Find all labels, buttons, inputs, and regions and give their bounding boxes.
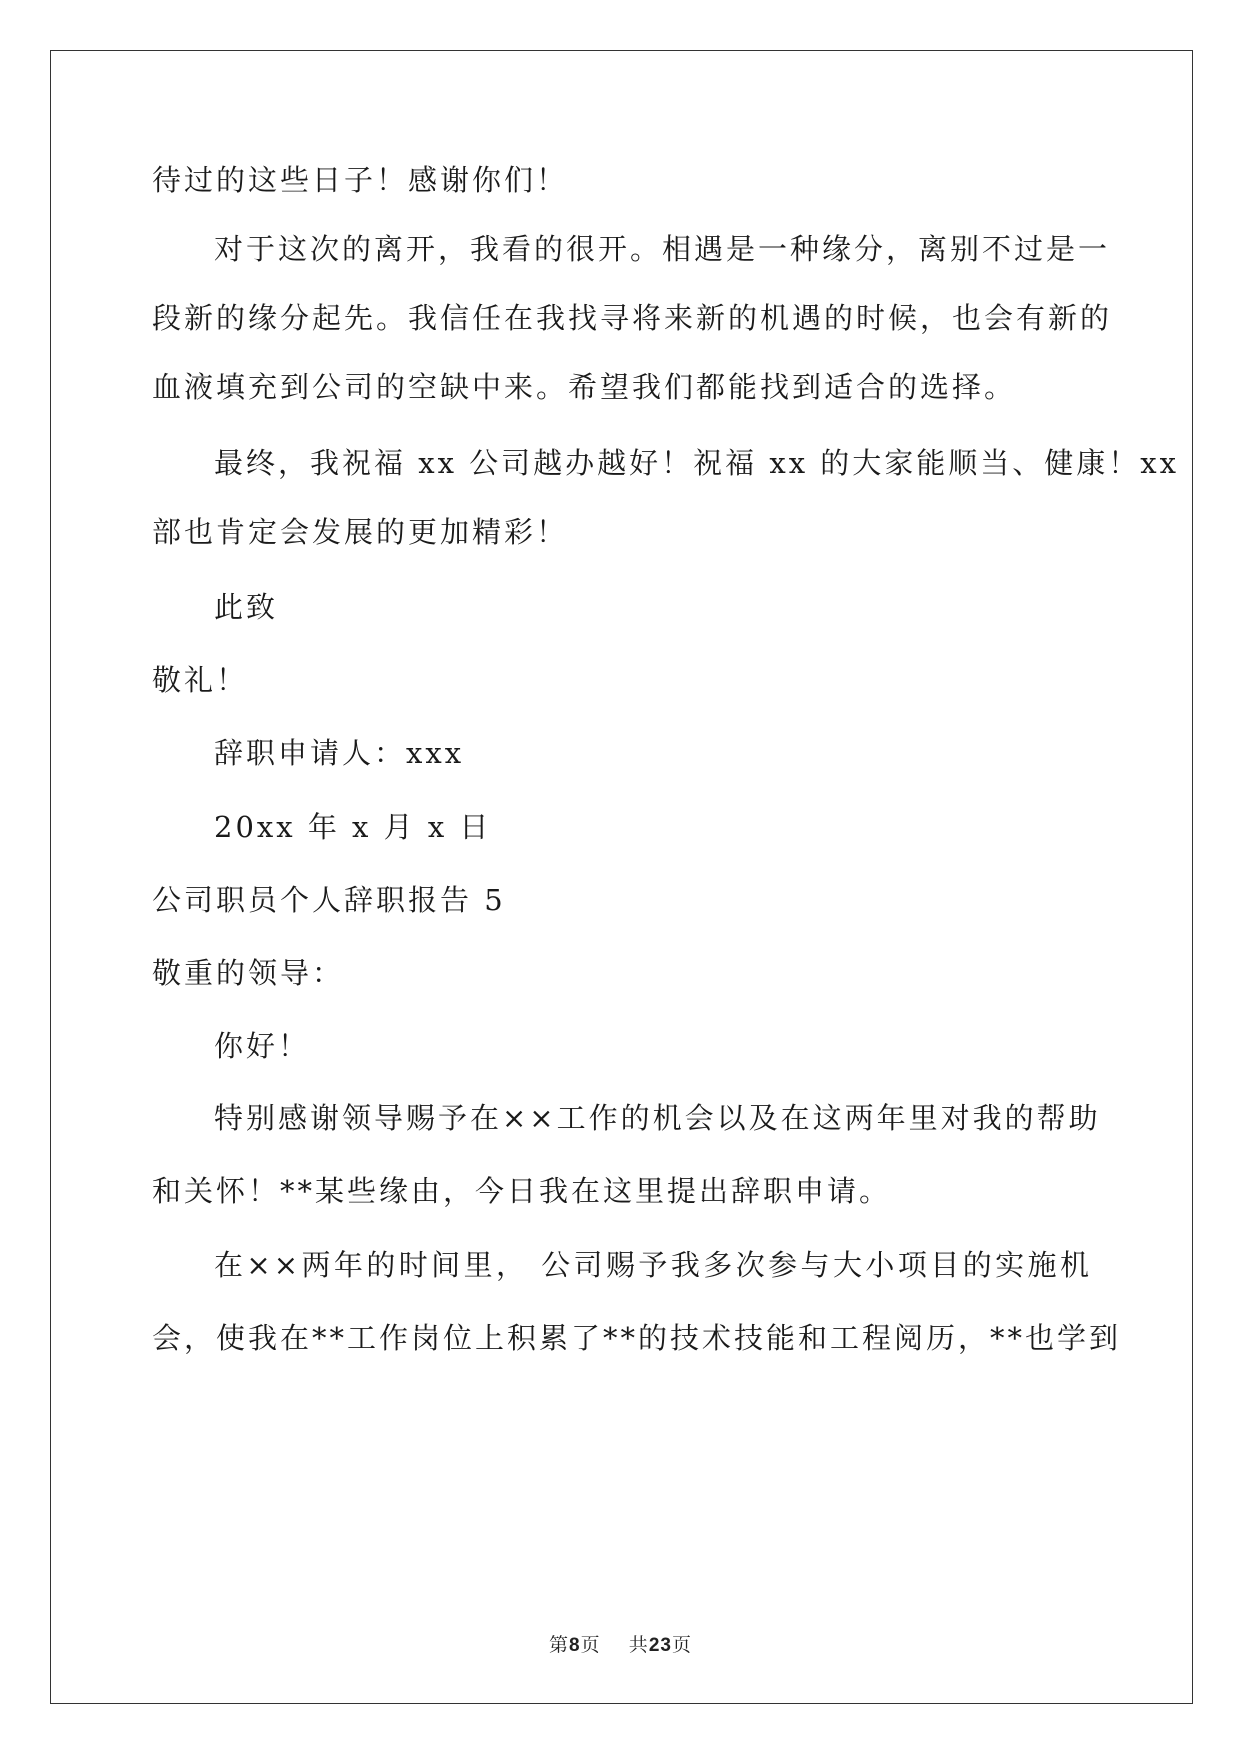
text-line: 和关怀！**某些缘由，今日我在这里提出辞职申请。 <box>152 1174 892 1208</box>
page-unit: 页 <box>580 1634 601 1656</box>
text-line: 段新的缘分起先。我信任在我找寻将来新的机遇的时候，也会有新的 <box>152 301 1113 335</box>
text-line: 辞职申请人：xxx <box>214 736 465 770</box>
text-line: 在××两年的时间里， 公司赐予我多次参与大小项目的实施机 <box>214 1248 1092 1282</box>
total-prefix: 共 <box>628 1634 649 1656</box>
text-line: 你好！ <box>214 1029 311 1063</box>
text-line: 特别感谢领导赐予在××工作的机会以及在这两年里对我的帮助 <box>214 1101 1101 1135</box>
text-line: 最终，我祝福 xx 公司越办越好！祝福 xx 的大家能顺当、健康！xx <box>214 446 1180 480</box>
text-line: 待过的这些日子！感谢你们！ <box>152 163 569 197</box>
page-prefix: 第 <box>549 1634 570 1656</box>
total-pages: 23 <box>648 1635 672 1656</box>
text-line: 会，使我在**工作岗位上积累了**的技术技能和工程阅历，**也学到 <box>152 1321 1122 1355</box>
total-unit: 页 <box>671 1634 692 1656</box>
text-line: 此致 <box>214 590 279 624</box>
text-line: 对于这次的离开，我看的很开。相遇是一种缘分，离别不过是一 <box>214 232 1111 266</box>
text-line: 敬重的领导： <box>152 956 345 990</box>
text-line: 血液填充到公司的空缺中来。希望我们都能找到适合的选择。 <box>152 370 1017 404</box>
page-number: 8 <box>569 1635 581 1656</box>
text-line: 部也肯定会发展的更加精彩！ <box>152 515 569 549</box>
text-line: 20xx 年 x 月 x 日 <box>214 810 492 844</box>
section-title: 公司职员个人辞职报告 5 <box>152 883 506 917</box>
page-footer <box>0 1630 1241 1657</box>
text-line: 敬礼！ <box>152 663 249 697</box>
